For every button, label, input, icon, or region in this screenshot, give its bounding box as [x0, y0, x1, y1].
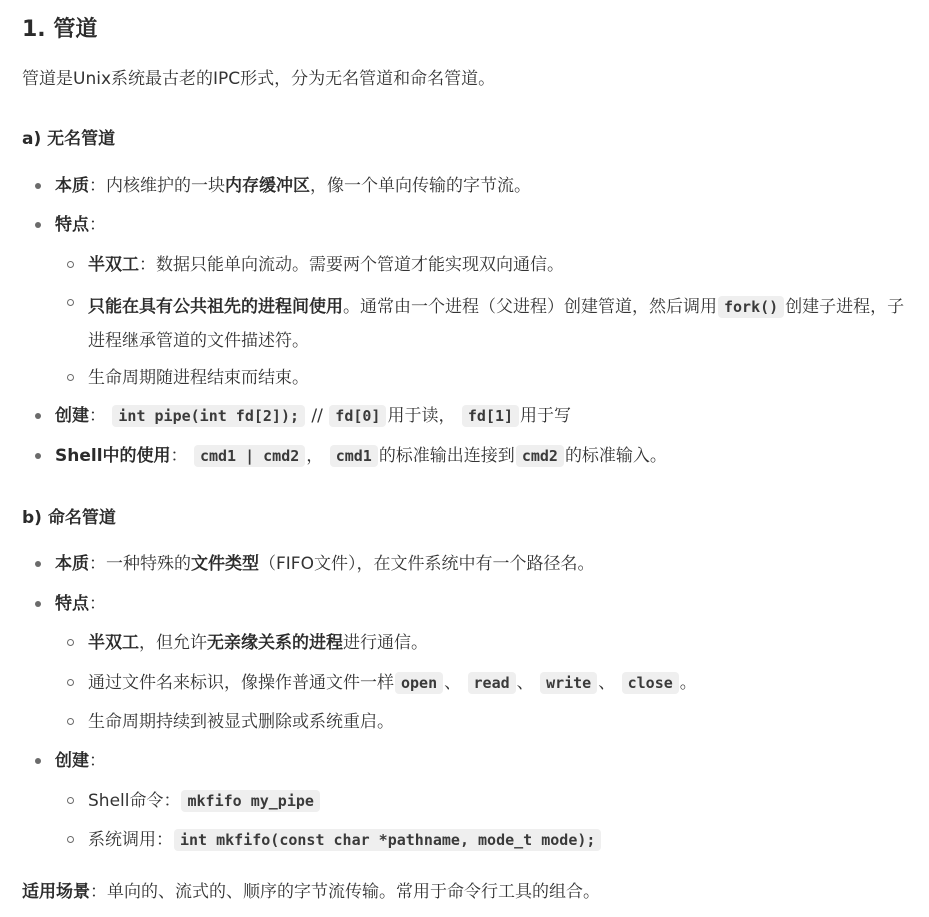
- close-code: close: [622, 672, 679, 694]
- anon-half-duplex-item: 半双工：数据只能单向流动。需要两个管道才能实现双向通信。: [88, 252, 564, 278]
- anon-pipe-heading: a) 无名管道: [22, 129, 116, 149]
- named-pipe-heading: b) 命名管道: [22, 508, 116, 528]
- anon-lifetime-item: 生命周期随进程结束而结束。: [88, 365, 309, 391]
- named-half-duplex-item: 半双工，但允许无亲缘关系的进程进行通信。: [88, 630, 428, 656]
- mkfifo-syscall-code: int mkfifo(const char *pathname, mode_t mode);: [174, 829, 601, 851]
- named-lifetime-item: 生命周期持续到被显式删除或系统重启。: [88, 709, 394, 735]
- shell-pipe-code: cmd1 | cmd2: [194, 445, 305, 467]
- anon-ancestor-item: 只能在具有公共祖先的进程间使用。通常由一个进程（父进程）创建管道，然后调用 fork() 创建子进程，子进程继承管道的文件描述符。: [88, 290, 908, 358]
- named-ops-item: 通过文件名来标识，像操作普通文件一样 open 、 read 、 write 、 close 。: [88, 670, 697, 696]
- anon-essence-item: 本质：内核维护的一块内存缓冲区，像一个单向传输的字节流。: [55, 173, 531, 199]
- usage-paragraph: 适用场景：单向的、流式的、顺序的字节流传输。常用于命令行工具的组合。: [22, 882, 600, 902]
- anon-create-item: 创建： int pipe(int fd[2]); // fd[0] 用于读， fd[1] 用于写: [55, 403, 571, 429]
- section-heading: 1. 管道: [22, 17, 98, 42]
- named-essence-item: 本质：一种特殊的文件类型（FIFO文件），在文件系统中有一个路径名。: [55, 551, 594, 577]
- pipe-signature-code: int pipe(int fd[2]);: [112, 405, 305, 427]
- intro-paragraph: 管道是Unix系统最古老的IPC形式，分为无名管道和命名管道。: [22, 69, 496, 89]
- fd0-code: fd[0]: [329, 405, 386, 427]
- read-code: read: [468, 672, 516, 694]
- fd1-code: fd[1]: [462, 405, 519, 427]
- named-features-item: 特点：: [55, 591, 106, 617]
- cmd2-code: cmd2: [516, 445, 564, 467]
- named-create-item: 创建：: [55, 748, 106, 774]
- fork-code: fork(): [718, 296, 784, 318]
- cmd1-code: cmd1: [330, 445, 378, 467]
- named-syscall-item: 系统调用： int mkfifo(const char *pathname, mode_t mode);: [88, 827, 602, 853]
- mkfifo-cmd-code: mkfifo my_pipe: [181, 790, 319, 812]
- anon-shell-item: Shell中的使用： cmd1 | cmd2 ， cmd1 的标准输出连接到 cmd2 的标准输入。: [55, 443, 667, 469]
- named-shell-cmd-item: Shell命令： mkfifo my_pipe: [88, 788, 321, 814]
- anon-features-item: 特点：: [55, 212, 106, 238]
- open-code: open: [395, 672, 443, 694]
- write-code: write: [540, 672, 597, 694]
